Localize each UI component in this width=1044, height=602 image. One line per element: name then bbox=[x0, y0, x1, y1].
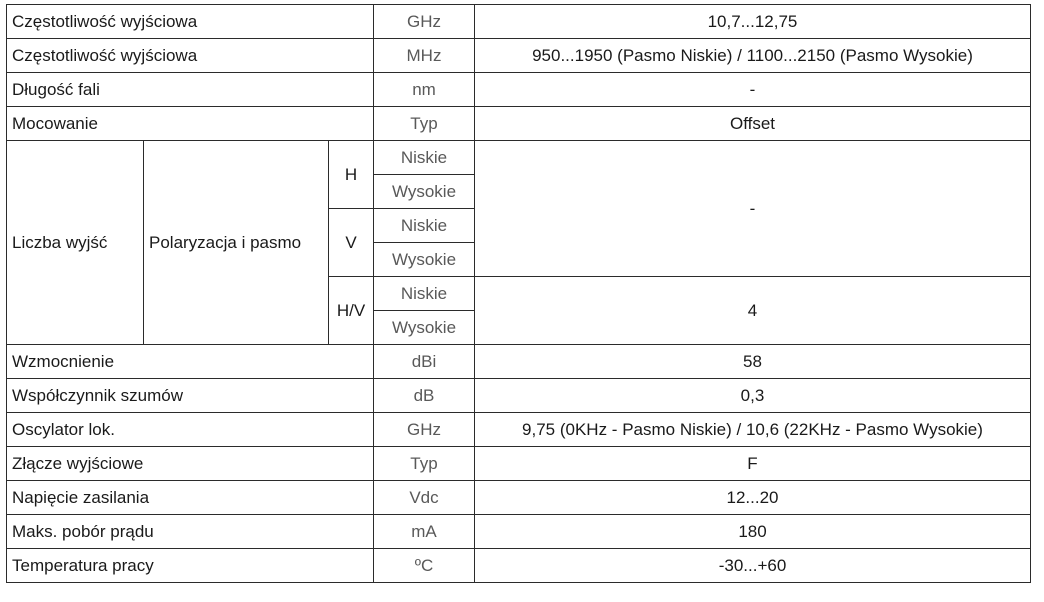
unit-cell: GHz bbox=[374, 5, 475, 39]
value-cell: 950...1950 (Pasmo Niskie) / 1100...2150 (Pasmo Wysokie) bbox=[475, 39, 1031, 73]
unit-cell: Vdc bbox=[374, 481, 475, 515]
param-label: Temperatura pracy bbox=[7, 549, 374, 583]
table-row bbox=[7, 481, 1031, 515]
value-cell: -30...+60 bbox=[475, 549, 1031, 583]
param-label: Długość fali bbox=[7, 73, 374, 107]
param-label: Częstotliwość wyjściowa bbox=[7, 39, 374, 73]
unit-cell: dB bbox=[374, 379, 475, 413]
band-low: Niskie bbox=[374, 141, 475, 175]
param-label: Napięcie zasilania bbox=[7, 481, 374, 515]
param-label: Złącze wyjściowe bbox=[7, 447, 374, 481]
table-row bbox=[7, 141, 1031, 175]
band-high: Wysokie bbox=[374, 311, 475, 345]
unit-cell: dBi bbox=[374, 345, 475, 379]
unit-cell: nm bbox=[374, 73, 475, 107]
param-label: Częstotliwość wyjściowa bbox=[7, 5, 374, 39]
value-cell: - bbox=[475, 73, 1031, 107]
param-label: Maks. pobór prądu bbox=[7, 515, 374, 549]
value-cell: 58 bbox=[475, 345, 1031, 379]
spec-table bbox=[6, 4, 1031, 583]
unit-cell: Typ bbox=[374, 107, 475, 141]
table-row bbox=[7, 345, 1031, 379]
table-row bbox=[7, 5, 1031, 39]
band-low: Niskie bbox=[374, 209, 475, 243]
polarization-band-label: Polaryzacja i pasmo bbox=[144, 141, 329, 345]
unit-cell: mA bbox=[374, 515, 475, 549]
value-cell: 10,7...12,75 bbox=[475, 5, 1031, 39]
band-low: Niskie bbox=[374, 277, 475, 311]
table-row bbox=[7, 549, 1031, 583]
outputs-value-hv-group: - bbox=[475, 141, 1031, 277]
value-cell: Offset bbox=[475, 107, 1031, 141]
polarization-hv: H/V bbox=[329, 277, 374, 345]
value-cell: 180 bbox=[475, 515, 1031, 549]
polarization-h: H bbox=[329, 141, 374, 209]
outputs-value-hv: 4 bbox=[475, 277, 1031, 345]
value-cell: 12...20 bbox=[475, 481, 1031, 515]
unit-cell: GHz bbox=[374, 413, 475, 447]
param-label: Oscylator lok. bbox=[7, 413, 374, 447]
polarization-v: V bbox=[329, 209, 374, 277]
unit-cell: ºC bbox=[374, 549, 475, 583]
table-row bbox=[7, 413, 1031, 447]
value-cell: F bbox=[475, 447, 1031, 481]
value-cell: 9,75 (0KHz - Pasmo Niskie) / 10,6 (22KHz - Pasmo Wysokie) bbox=[475, 413, 1031, 447]
value-cell: 0,3 bbox=[475, 379, 1031, 413]
unit-cell: MHz bbox=[374, 39, 475, 73]
table-row bbox=[7, 447, 1031, 481]
table-row bbox=[7, 379, 1031, 413]
band-high: Wysokie bbox=[374, 243, 475, 277]
unit-cell: Typ bbox=[374, 447, 475, 481]
table-row bbox=[7, 107, 1031, 141]
outputs-label: Liczba wyjść bbox=[7, 141, 144, 345]
param-label: Wzmocnienie bbox=[7, 345, 374, 379]
param-label: Mocowanie bbox=[7, 107, 374, 141]
band-high: Wysokie bbox=[374, 175, 475, 209]
param-label: Współczynnik szumów bbox=[7, 379, 374, 413]
table-row bbox=[7, 515, 1031, 549]
table-row bbox=[7, 73, 1031, 107]
table-row bbox=[7, 39, 1031, 73]
